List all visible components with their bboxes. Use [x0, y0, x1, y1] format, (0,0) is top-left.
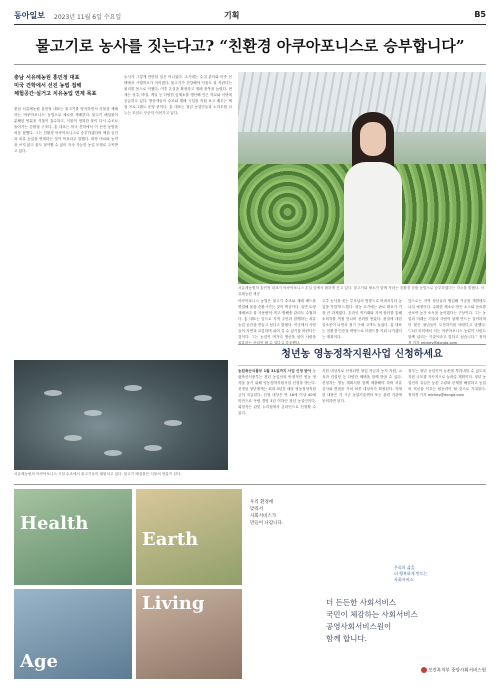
main-photo	[238, 72, 486, 284]
advertisement	[14, 484, 486, 683]
ministry-logo-icon	[421, 667, 427, 673]
sub-article-col-1	[238, 368, 316, 478]
photo-caption-text: 서유례농원의 홍민정 대표가 아쿠아포니스 온실 앞에서 환하게 웃고 있다. 물고기와 채소가 함께 자라는 친환경 순환 농법으로 승부하겠다는 각오를 밝혔다.	[238, 286, 480, 290]
newspaper-logo: 동아일보	[14, 11, 45, 20]
ad-tile-living-label: Living	[142, 593, 205, 614]
article-col-5	[408, 298, 486, 345]
fish-tank-photo	[14, 360, 228, 470]
sub-article-col-3	[408, 368, 486, 478]
lead-deck: 충남 서유례농원 홍민정 대표 미국 견학에서 선진 농법 접해 체험공간·실거고 치유농업 연계 목표	[14, 75, 97, 97]
page-number: B5	[474, 10, 486, 19]
article-quote: “그런 의미에서 저는 아쿠아포니스 농업이 사람도 함께 살리는 기술이라고 말하고 싶습니다.”	[408, 329, 486, 339]
ad-tile-earth	[136, 489, 242, 585]
article-byline: 정미경 기자 mickey@donga.com	[408, 335, 486, 345]
ad-tagline: 더 든든한 사회서비스 국민이 체감하는 사회서비스 공영사회서비스원이 함께 합니다.	[326, 598, 418, 643]
sub-headline: 청년농 영농정착지원사업 신청하세요	[238, 344, 486, 366]
ad-sponsor-names: 보건복지부 중앙사회서비스원	[428, 668, 486, 674]
portrait-figure	[338, 112, 408, 284]
section-label: 기획	[224, 11, 240, 20]
ad-tile-health	[14, 489, 132, 585]
masthead	[14, 8, 486, 25]
article-col-2: 농사가 그렇게 만만한 일은 아니었다. 초기에는 수질 관리와 어종 선택에서 시행착오가 이어졌다. 물고기가 건강해야 식물도 잘 자란다는 원리를 몸으로 익혔다. 이후 온실을 확장하고 재배 품목을 늘렸다. 현재는 상추, 바질, 케일 등 다양한 잎채소를 생산해 인근 학교와 식당에 공급하고 있다. 방문객들이 수조와 재배 시설을 직접 보고 배우는 체험 프로그램도 운영 중이다. 홍 대표는 청년 농업인들과 노하우를 나누는 모임도 꾸준히 이어가고 있다.	[124, 75, 232, 115]
sub-article-byline: 정미경 기자 mickey@donga.com	[408, 393, 465, 397]
ad-sponsor-logos	[354, 667, 486, 674]
fish-photo-caption: 서유례농원의 아쿠아포니스 시설 수조에서 물고기들이 헤엄치고 있다. 물고기 배설물은 식물의 양분이 된다.	[14, 472, 182, 476]
sub-article-col-2: 지원 대상자로 선정되면 창업 자금과 농지 지원, 교육과 컨설팅 등 다양한 혜택을 함께 받을 수 있다. 신청자는 영농 계획서를 함께 제출해야 하며 서류 심사와 면접을 거쳐 최종 대상자가 확정된다. 자세한 내용은 각 시군 농업기술센터 또는 관련 기관에 문의하면 된다.	[322, 369, 402, 403]
ad-small-text: 우리의 삶을 더 행복하게 만드는 사회서비스	[394, 565, 428, 582]
issue-date: 2023년 11월 6일 수요일	[54, 14, 122, 21]
ad-mid-text: 우리 환경에 맞춰서 사회서비스가 만들어 나갑니다.	[250, 500, 284, 526]
article-col-5-text: 앞으로는 지역 청년들과 협업해 가공품 개발에도 나설 예정이다. 수확한 채소로 만든 소스와 음료를 선보여 농가 소득을 높이겠다는 구상이다. 그는 농업의 미래는 기술과 사람이 함께 만드는 것이라며 더 많은 청년들이 도전하기를 바란다고 말했다.	[408, 299, 486, 327]
ad-tile-age-label: Age	[20, 651, 59, 672]
article-col-3: 아쿠아포니스 농법은 물고기 수조와 재배 베드를 연결해 물을 순환시키는 것이 핵심이다. 일반 토양 재배보다 물 사용량이 적고 병해충 관리도 수월하다. 홍 대표는 앞으로 지역 주민과 함께하는 치유 농업 공간을 만들고 싶다고 밝혔다. 이곳에서 사람들이 자연과 교감하며 쉬어 갈 수 있기를 바란다는 것이다. 그는 농업이 먹거리 생산을 넘어 사람을 치유하는 산업이 될 수 있다고 강조했다.	[238, 299, 316, 345]
ad-tile-age	[14, 589, 132, 679]
sub-article-dateline: 농림축산식품부 1월 31일까지 사업 신청 받아	[238, 369, 312, 373]
ad-tile-earth-label: Earth	[142, 529, 199, 550]
article-col-1: 충남 서유례농원 홍민정 대표는 물고기를 양식하면서 식물을 재배하는 '아쿠아포니스' 농법으로 채소를 재배한다. 물고기 배설물이 분해된 양분을 식물이 흡수하고, 식물이 정화한 물이 다시 수조로 돌아가는 순환형 구조다. 홍 대표는 미국 견학에서 이 선진 농법을 처음 접했다. 그는 친환경 아쿠아포니스로 승부하겠다며 체험 공간과 치유 농업을 연계하는 것이 목표라고 말했다. 화학 비료와 농약을 쓰지 않고 물도 절약할 수 있어 지속 가능한 농업 모델로 주목받고 있다.	[14, 107, 118, 153]
ad-tile-health-label: Health	[20, 513, 89, 534]
photo-credit: 서유례농원 제공	[238, 286, 485, 296]
sub-article-col-3-text: 정부는 청년 농업인이 농촌에 뿌리내릴 수 있도록 지원 규모를 지속적으로 늘려갈 계획이다. 청년 농업인의 유입은 농촌 고령화 문제를 해결하고 농업의 혁신을 이끄는 원동력이 될 것으로 기대된다.	[408, 369, 486, 391]
photo-caption	[238, 286, 486, 297]
sub-article-col-1-text: 농림축산식품부는 청년 농업인의 안정적인 영농 정착을 돕기 위해 영농정착지원사업 신청을 받는다. 선정된 청년에게는 최대 3년간 매달 영농정착지원금이 지급된다. 신청 대상은 만 18세 이상 40세 미만으로 독립 경영 3년 이하인 청년 농업인이다. 희망자는 관련 누리집에서 온라인으로 신청할 수 있다.	[238, 369, 316, 415]
article-col-4: 고추 농사를 짓는 부모님의 영향으로 어려서부터 농업을 가깝게 느꼈다. 귀농 초기에는 판로 확보가 가장 큰 과제였다. 온라인 직거래와 지역 장터를 통해 소비자를 직접 만나며 신뢰를 쌓았다. 품질에 대한 입소문이 나면서 정기 구매 고객도 늘었다. 홍 대표는 친환경 인증을 바탕으로 브랜드를 키워 나가겠다는 계획이다.	[322, 299, 402, 339]
ad-tile-living	[136, 589, 242, 679]
headline: 물고기로 농사를 짓는다고? “친환경 아쿠아포니스로 승부합니다”	[14, 28, 486, 65]
